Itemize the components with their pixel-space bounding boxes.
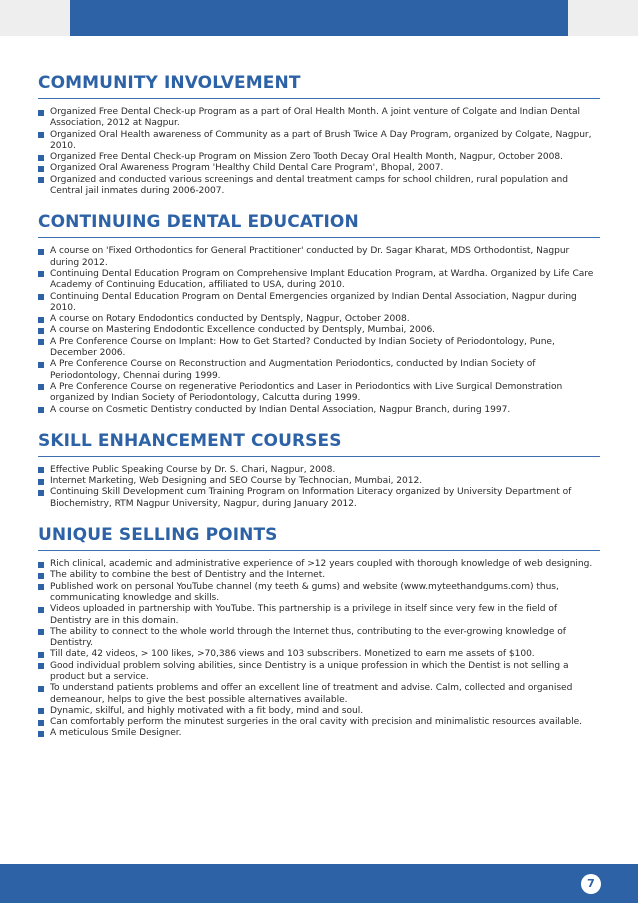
list-item [38,465,600,476]
list-item [38,717,600,728]
list-item-text: To understand patients problems and offer an excellent line of treatment and advise. Calm, collected and organised demeanour, helps to give the best possible alternatives available. [50,683,573,705]
square-bullet-icon [38,686,44,692]
square-bullet-icon [38,132,44,138]
square-bullet-icon [38,479,44,485]
square-bullet-icon [38,339,44,345]
list-item [38,604,600,627]
list-item [38,337,600,360]
page-number-badge: 7 [581,874,601,894]
list-item [38,405,600,416]
list-item [38,359,600,382]
list-item-text: Organized Oral Health awareness of Community as a part of Brush Twice A Day Program, organized by Colgate, Nagpur, 2010. [50,129,592,151]
list-item-text: Published work on personal YouTube channel (my teeth & gums) and website (www.myteethandgums.com) thus, communicating knowledge and skills. [50,581,559,603]
square-bullet-icon [38,177,44,183]
list-item [38,130,600,153]
list-item [38,706,600,717]
list-item-text: Can comfortably perform the minutest surgeries in the oral cavity with precision and minimalistic resources available. [50,717,583,728]
page-content [38,72,600,754]
list-item-text: Till date, 42 videos, > 100 likes, >70,386 views and 103 subscribers. Monetized to earn me assets of $100. [50,649,535,660]
section-title: CONTINUING DENTAL EDUCATION [38,211,600,238]
list-item-text: Effective Public Speaking Course by Dr. S. Chari, Nagpur, 2008. [50,464,336,475]
list-item [38,269,600,292]
square-bullet-icon [38,490,44,496]
section-continuing-dental-education [38,211,600,415]
section-unique-selling-points [38,524,600,740]
square-bullet-icon [38,110,44,116]
square-bullet-icon [38,652,44,658]
section-community-involvement [38,72,600,197]
list-item-text: A meticulous Smile Designer. [50,728,182,739]
list-item [38,163,600,174]
bullet-list [38,559,600,740]
list-item [38,314,600,325]
list-item-text: A course on 'Fixed Orthodontics for General Practitioner' conducted by Dr. Sagar Kharat, MDS Orthodontist, Nagpur during 2012. [50,246,570,268]
bullet-list [38,107,600,197]
square-bullet-icon [38,384,44,390]
square-bullet-icon [38,362,44,368]
list-item-text: Videos uploaded in partnership with YouTube. This partnership is a privilege in itself since very few in the field of Dentistry are in this domain. [50,604,558,626]
square-bullet-icon [38,629,44,635]
footer-bar [0,864,638,903]
list-item-text: Continuing Dental Education Program on Comprehensive Implant Education Program, at Wardha. Organized by Life Care Academy of Continuing Education, affiliated to USA, during 2010. [50,268,594,291]
list-item-text: A course on Mastering Endodontic Excellence conducted by Dentsply, Mumbai, 2006. [50,325,436,336]
square-bullet-icon [38,731,44,737]
square-bullet-icon [38,573,44,579]
list-item [38,476,600,487]
section-skill-enhancement-courses [38,430,600,510]
list-item-text: Organized Free Dental Check-up Program on Mission Zero Tooth Decay Oral Health Month, Nagpur, October 2008. [50,152,563,163]
list-item [38,246,600,269]
square-bullet-icon [38,249,44,255]
list-item [38,292,600,315]
list-item [38,627,600,650]
header-bar [70,0,568,36]
list-item-text: A course on Rotary Endodontics conducted by Dentsply, Nagpur, October 2008. [50,314,410,325]
square-bullet-icon [38,562,44,568]
square-bullet-icon [38,271,44,277]
square-bullet-icon [38,663,44,669]
list-item [38,325,600,336]
list-item [38,582,600,605]
list-item [38,683,600,706]
square-bullet-icon [38,155,44,161]
list-item [38,728,600,739]
list-item-text: Organized Free Dental Check-up Program as a part of Oral Health Month. A joint venture of Colgate and Indian Dental Association, 2012 at Nagpur. [50,107,581,129]
list-item-text: The ability to connect to the whole world through the Internet thus, contributing to the ever-growing knowledge of Dentistry. [50,626,566,649]
list-item-text: Organized Oral Awareness Program 'Healthy Child Dental Care Program', Bhopal, 2007. [50,163,444,174]
list-item [38,487,600,510]
bullet-list [38,465,600,510]
list-item-text: Continuing Skill Development cum Training Program on Information Literacy organized by University Department of Biochemistry, RTM Nagpur University, Nagpur, during January 2012. [50,487,572,509]
bullet-list [38,246,600,415]
square-bullet-icon [38,607,44,613]
square-bullet-icon [38,166,44,172]
list-item-text: Dynamic, skilful, and highly motivated with a fit body, mind and soul. [50,705,364,716]
list-item-text: Continuing Dental Education Program on Dental Emergencies organized by Indian Dental Association, Nagpur during 2010. [50,291,577,313]
list-item-text: Organized and conducted various screenings and dental treatment camps for school children, rural population and Central jail inmates during 2006-2007. [50,174,568,197]
square-bullet-icon [38,467,44,473]
square-bullet-icon [38,294,44,300]
list-item-text: A Pre Conference Course on regenerative Periodontics and Laser in Periodontics with Live Surgical Demonstration organized by Indian Society of Periodontology, Calcutta during 1999. [50,381,563,404]
list-item-text: A course on Cosmetic Dentistry conducted by Indian Dental Association, Nagpur Branch, during 1997. [50,404,511,415]
list-item [38,175,600,198]
list-item-text: Rich clinical, academic and administrative experience of >12 years coupled with thorough knowledge of web designing. [50,559,593,570]
list-item [38,152,600,163]
list-item [38,107,600,130]
square-bullet-icon [38,708,44,714]
list-item-text: A Pre Conference Course on Reconstruction and Augmentation Periodontics, conducted by Indian Society of Periodontology, Chennai during 1999. [50,359,536,381]
square-bullet-icon [38,407,44,413]
section-title: COMMUNITY INVOLVEMENT [38,72,600,99]
list-item-text: Internet Marketing, Web Designing and SEO Course by Technocian, Mumbai, 2012. [50,476,423,487]
square-bullet-icon [38,317,44,323]
list-item [38,559,600,570]
section-title: SKILL ENHANCEMENT COURSES [38,430,600,457]
list-item [38,649,600,660]
list-item-text: Good individual problem solving abilities, since Dentistry is a unique profession in which the Dentist is not selling a product but a service. [50,660,569,682]
square-bullet-icon [38,328,44,334]
square-bullet-icon [38,720,44,726]
list-item [38,382,600,405]
list-item [38,661,600,684]
list-item-text: A Pre Conference Course on Implant: How to Get Started? Conducted by Indian Society of Periodontology, Pune, December 2006. [50,336,555,359]
section-title: UNIQUE SELLING POINTS [38,524,600,551]
list-item-text: The ability to combine the best of Dentistry and the Internet. [50,570,326,581]
square-bullet-icon [38,584,44,590]
list-item [38,570,600,581]
